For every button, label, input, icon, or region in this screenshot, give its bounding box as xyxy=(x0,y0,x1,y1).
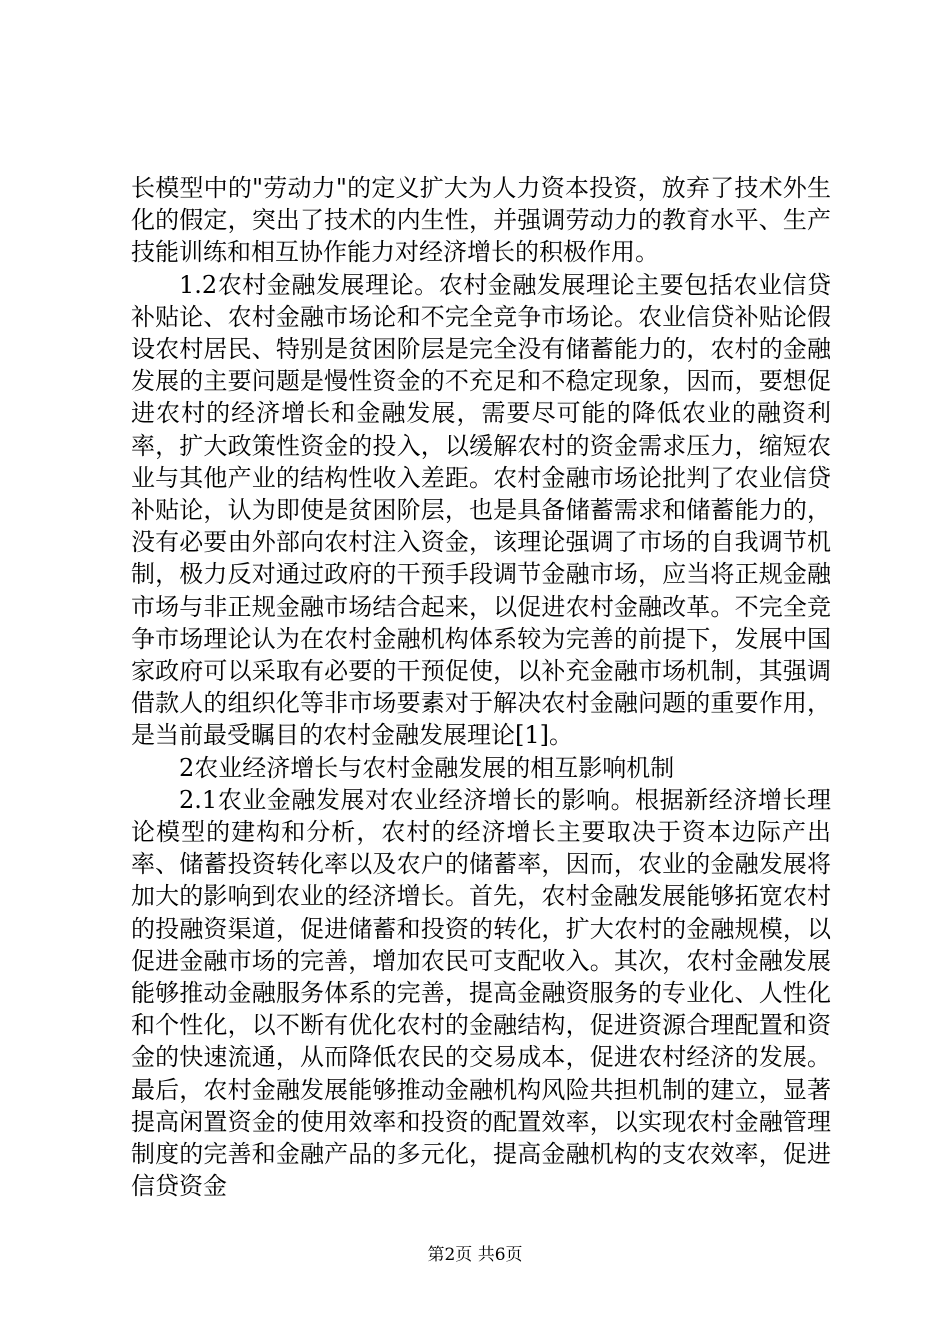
section-heading: 2农业经济增长与农村金融发展的相互影响机制 xyxy=(179,753,675,782)
document-body xyxy=(131,172,831,1203)
paragraph-finance-impact: 2.1农业金融发展对农业经济增长的影响。根据新经济增长理论模型的建构和分析，农村的经济增长主要取决于资本边际产出率、储蓄投资转化率以及农户的储蓄率，因而，农业的金融发展将加大的影响到农业的经济增长。首先，农村金融发展能够拓宽农村的投融资渠道，促进储蓄和投资的转化，扩大农村的金融规模，以促进金融市场的完善，增加农民可支配收入。其次，农村金融发展能够推动金融服务体系的完善，提高金融资服务的专业化、人性化和个性化，以不断有优化农村的金融结构，促进资源合理配置和资金的快速流通，从而降低农民的交易成本，促进农村经济的发展。最后，农村金融发展能够推动金融机构风险共担机制的建立，显著提高闲置资金的使用效率和投资的配置效率，以实现农村金融管理制度的完善和金融产品的多元化，提高金融机构的支农效率，促进信贷资金 xyxy=(131,785,831,1201)
paragraph-continued: 长模型中的"劳动力"的定义扩大为人力资本投资，放弃了技术外生化的假定，突出了技术的内生性，并强调劳动力的教育水平、生产技能训练和相互协作能力对经济增长的积极作用。 xyxy=(131,174,831,267)
page-number-footer: 第2页 共6页 xyxy=(427,1245,523,1265)
paragraph-rural-finance-theory: 1.2农村金融发展理论。农村金融发展理论主要包括农业信贷补贴论、农村金融市场论和不完全竞争市场论。农业信贷补贴论假设农村居民、特别是贫困阶层是完全没有储蓄能力的，农村的金融发展的主要问题是慢性资金的不充足和不稳定现象，因而，要想促进农村的经济增长和金融发展，需要尽可能的降低农业的融资利率，扩大政策性资金的投入，以缓解农村的资金需求压力，缩短农业与其他产业的结构性收入差距。农村金融市场论批判了农业信贷补贴论，认为即使是贫困阶层，也是具备储蓄需求和储蓄能力的，没有必要由外部向农村注入资金，该理论强调了市场的自我调节机制，极力反对通过政府的干预手段调节金融市场，应当将正规金融市场与非正规金融市场结合起来，以促进农村金融改革。不完全竞争市场理论认为在农村金融机构体系较为完善的前提下，发展中国家政府可以采取有必要的干预促使，以补充金融市场机制，其强调借款人的组织化等非市场要素对于解决农村金融问题的重要作用，是当前最受瞩目的农村金融发展理论[1]。 xyxy=(131,270,831,750)
